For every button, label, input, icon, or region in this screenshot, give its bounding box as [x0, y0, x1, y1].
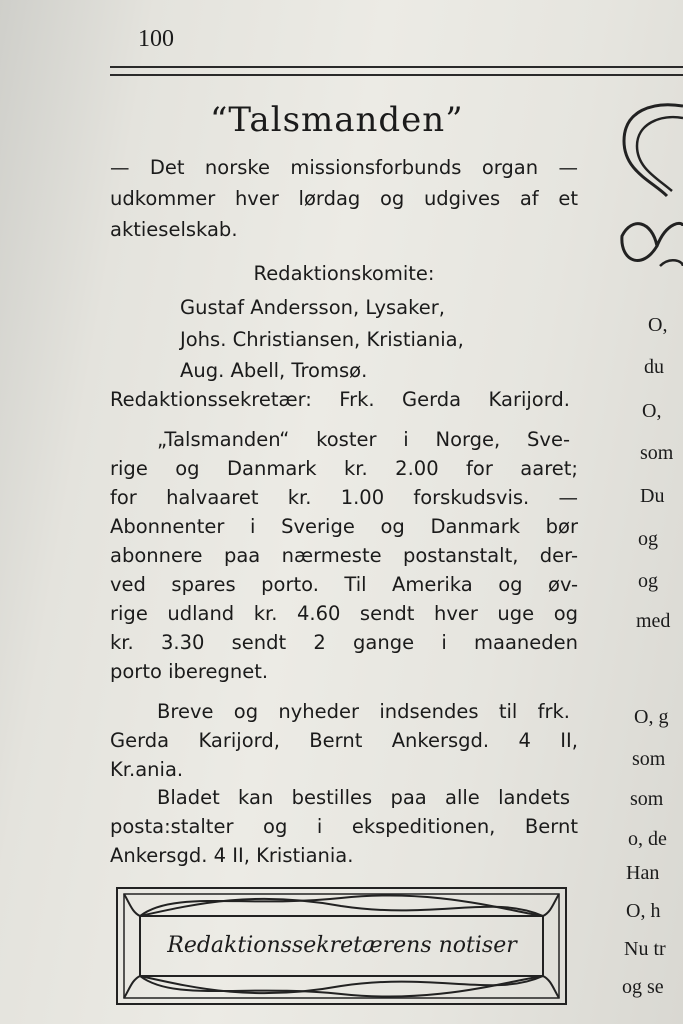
right-col-line-16: og se: [622, 976, 664, 998]
right-col-line-15: Nu tr: [624, 938, 666, 960]
right-col-line-4: som: [640, 442, 674, 464]
order-line-1: Bladet kan bestilles paa alle landets: [157, 786, 570, 809]
intro-line-1: — Det norske missionsforbunds organ —: [110, 156, 578, 179]
right-col-line-13: Han: [626, 862, 660, 884]
right-col-line-1: O,: [648, 314, 668, 336]
price-line-3: for halvaaret kr. 1.00 forskudsvis. —: [110, 486, 578, 509]
order-line-3: Ankersgd. 4 II, Kristiania.: [110, 844, 354, 867]
price-line-7: rige udland kr. 4.60 sendt hver uge og: [110, 602, 578, 625]
header-rule-bottom: [110, 74, 683, 76]
article-title: “Talsmanden”: [210, 100, 464, 140]
header-rule-top: [110, 66, 683, 68]
committee-member-2: Johs. Christiansen, Kristiania,: [180, 328, 464, 351]
right-col-line-2: du: [644, 356, 664, 378]
art-nouveau-ornament-icon: [612, 96, 683, 276]
page-number: 100: [138, 26, 174, 52]
right-col-line-12: o, de: [628, 828, 667, 850]
committee-member-3: Aug. Abell, Tromsø.: [180, 359, 368, 382]
right-col-line-11: som: [630, 788, 664, 810]
banner-heading: Redaktionssekretærens notiser: [167, 933, 517, 958]
price-line-4: Abonnenter i Sverige og Danmark bør: [110, 515, 578, 538]
right-col-line-7: og: [638, 570, 658, 592]
letters-line-1: Breve og nyheder indsendes til frk.: [157, 700, 570, 723]
right-col-line-8: med: [636, 610, 671, 632]
right-col-line-6: og: [638, 528, 658, 550]
price-line-1: „Talsmanden“ koster i Norge, Sve-: [157, 428, 570, 451]
right-col-line-5: Du: [640, 485, 665, 507]
intro-line-2: udkommer hver lørdag og udgives af et: [110, 187, 578, 210]
committee-heading: Redaktionskomite:: [253, 262, 435, 285]
right-col-line-14: O, h: [626, 900, 661, 922]
right-col-line-10: som: [632, 748, 666, 770]
intro-line-3: aktieselskab.: [110, 218, 238, 241]
price-line-6: ved spares porto. Til Amerika og øv-: [110, 573, 578, 596]
committee-member-1: Gustaf Andersson, Lysaker,: [180, 296, 445, 319]
secretary-line: Redaktionssekretær: Frk. Gerda Karijord.: [110, 388, 570, 411]
letters-line-2: Gerda Karijord, Bernt Ankersgd. 4 II,: [110, 729, 578, 752]
right-col-line-9: O, g: [634, 706, 669, 728]
letters-line-3: Kr.ania.: [110, 758, 184, 781]
price-line-2: rige og Danmark kr. 2.00 for aaret;: [110, 457, 578, 480]
price-line-5: abonnere paa nærmeste postanstalt, der-: [110, 544, 578, 567]
right-col-line-3: O,: [642, 400, 662, 422]
order-line-2: posta:stalter og i ekspeditionen, Bernt: [110, 815, 578, 838]
price-line-9: porto iberegnet.: [110, 660, 269, 683]
price-line-8: kr. 3.30 sendt 2 gange i maaneden: [110, 631, 578, 654]
